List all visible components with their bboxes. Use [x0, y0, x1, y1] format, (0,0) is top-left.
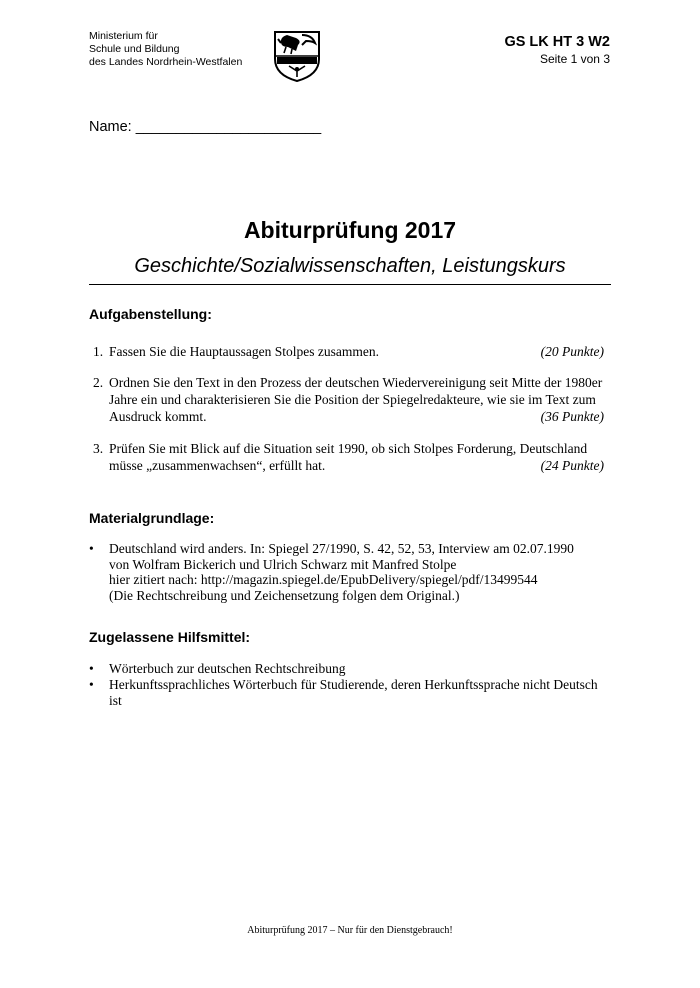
material-line: Deutschland wird anders. In: Spiegel 27/1990, S. 42, 52, 53, Interview am 02.07.1990 — [109, 541, 574, 556]
task-text: Fassen Sie die Hauptaussagen Stolpes zusammen. — [109, 344, 379, 359]
task-number: 2. — [93, 375, 104, 390]
task-text: Prüfen Sie mit Blick auf die Situation seit 1990, ob sich Stolpes Forderung, Deutschland müsse „zusammenwachsen“, erfüllt hat. — [109, 441, 588, 473]
bullet-icon: • — [89, 541, 94, 556]
task-item — [89, 374, 604, 425]
bullet-icon: • — [89, 661, 94, 676]
name-field[interactable]: Name: _______________________ — [89, 119, 322, 135]
aids-item — [89, 677, 604, 708]
aids-heading: Zugelassene Hilfsmittel: — [89, 629, 251, 645]
page-title: Abiturprüfung 2017 — [243, 217, 457, 243]
task-points: (20 Punkte) — [540, 344, 604, 359]
material-line: von Wolfram Bickerich und Ulrich Schwarz mit Manfred Stolpe — [109, 556, 457, 572]
task-points: (24 Punkte) — [540, 458, 604, 473]
bullet-icon: • — [89, 677, 94, 692]
task-item — [89, 343, 604, 360]
task-number: 3. — [93, 441, 104, 456]
material-heading: Materialgrundlage: — [89, 510, 215, 526]
task-number: 1. — [93, 344, 104, 359]
page-footer: Abiturprüfung 2017 – Nur für den Dienstgebrauch! — [247, 925, 453, 936]
material-item — [89, 541, 604, 603]
task-item — [89, 440, 604, 474]
exam-code: GS LK HT 3 W2 — [504, 34, 610, 50]
ministry-line: des Landes Nordrhein-Westfalen — [89, 56, 243, 68]
aids-text: Wörterbuch zur deutschen Rechtschreibung — [109, 661, 346, 676]
material-line: hier zitiert nach: http://magazin.spiegel.de/EpubDelivery/spiegel/pdf/13499544 — [109, 572, 538, 587]
aids-text: Herkunftssprachliches Wörterbuch für Studierende, deren Herkunftssprache nicht Deutsch ist — [109, 677, 598, 708]
tasks-heading: Aufgabenstellung: — [89, 306, 212, 322]
ministry-name — [89, 30, 242, 69]
title-divider — [89, 284, 611, 285]
ministry-line: Ministerium für — [89, 30, 158, 42]
ministry-line: Schule und Bildung — [89, 43, 180, 55]
material-line: (Die Rechtschreibung und Zeichensetzung folgen dem Original.) — [109, 587, 460, 603]
aids-item — [89, 661, 604, 677]
task-text: Ordnen Sie den Text in den Prozess der deutschen Wiedervereinigung seit Mitte der 1980er Jahre ein und charakterisieren Sie die Position der Spiegelredakteure, wie sie im Text zum Ausdruck kommt. — [109, 375, 603, 424]
page-subtitle: Geschichte/Sozialwissenschaften, Leistungskurs — [134, 255, 566, 277]
nrw-coat-of-arms-icon — [272, 29, 322, 83]
page-info: Seite 1 von 3 — [539, 52, 610, 66]
task-points: (36 Punkte) — [540, 409, 604, 424]
